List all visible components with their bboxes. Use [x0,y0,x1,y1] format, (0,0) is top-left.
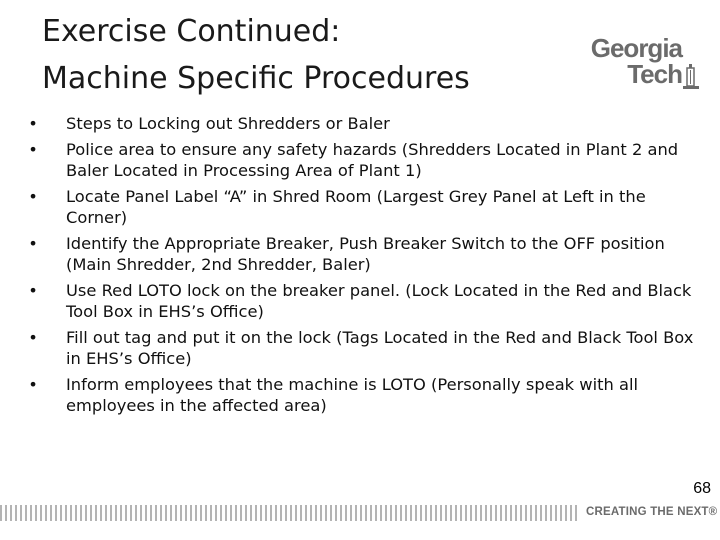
bullet-text: Fill out tag and put it on the lock (Tags Located in the Red and Black Tool Box in EHS’s Office) [66,328,694,368]
slide-title-line-2: Machine Specific Procedures [42,61,470,96]
list-item [26,280,696,322]
bullet-dot: • [28,234,38,253]
list-item [26,233,696,275]
list-item [26,139,696,181]
bullet-text: Steps to Locking out Shredders or Baler [66,114,390,133]
georgia-tech-logo [585,34,710,94]
bullet-text: Identify the Appropriate Breaker, Push Breaker Switch to the OFF position (Main Shredder, 2nd Shredder, Baler) [66,234,665,274]
bullet-dot: • [28,375,38,394]
bullet-text: Inform employees that the machine is LOTO (Personally speak with all employees in the affected area) [66,375,639,415]
bullet-text: Use Red LOTO lock on the breaker panel. (Lock Located in the Red and Black Tool Box in EHS’s Office) [66,281,692,321]
bullet-text: Locate Panel Label “A” in Shred Room (Largest Grey Panel at Left in the Corner) [66,187,646,227]
bullet-dot: • [28,140,38,159]
footer-tagline: CREATING THE NEXT® [586,506,718,518]
bullet-text: Police area to ensure any safety hazards (Shredders Located in Plant 2 and Baler Located in Processing Area of Plant 1) [66,140,679,180]
logo-word-georgia: Georgia [590,33,682,63]
slide-title [42,8,562,102]
logo-word-tech: Tech [627,59,682,89]
bullet-dot: • [28,187,38,206]
bullet-list [26,113,696,421]
page-number: 68 [693,480,711,497]
tech-tower-icon [682,64,700,90]
list-item [26,113,696,134]
slide-title-line-1: Exercise Continued: [42,14,341,49]
list-item [26,327,696,369]
list-item [26,374,696,416]
bullet-dot: • [28,328,38,347]
bullet-dot: • [28,114,38,133]
list-item [26,186,696,228]
bullet-dot: • [28,281,38,300]
footer-hatch-bar [0,505,578,521]
